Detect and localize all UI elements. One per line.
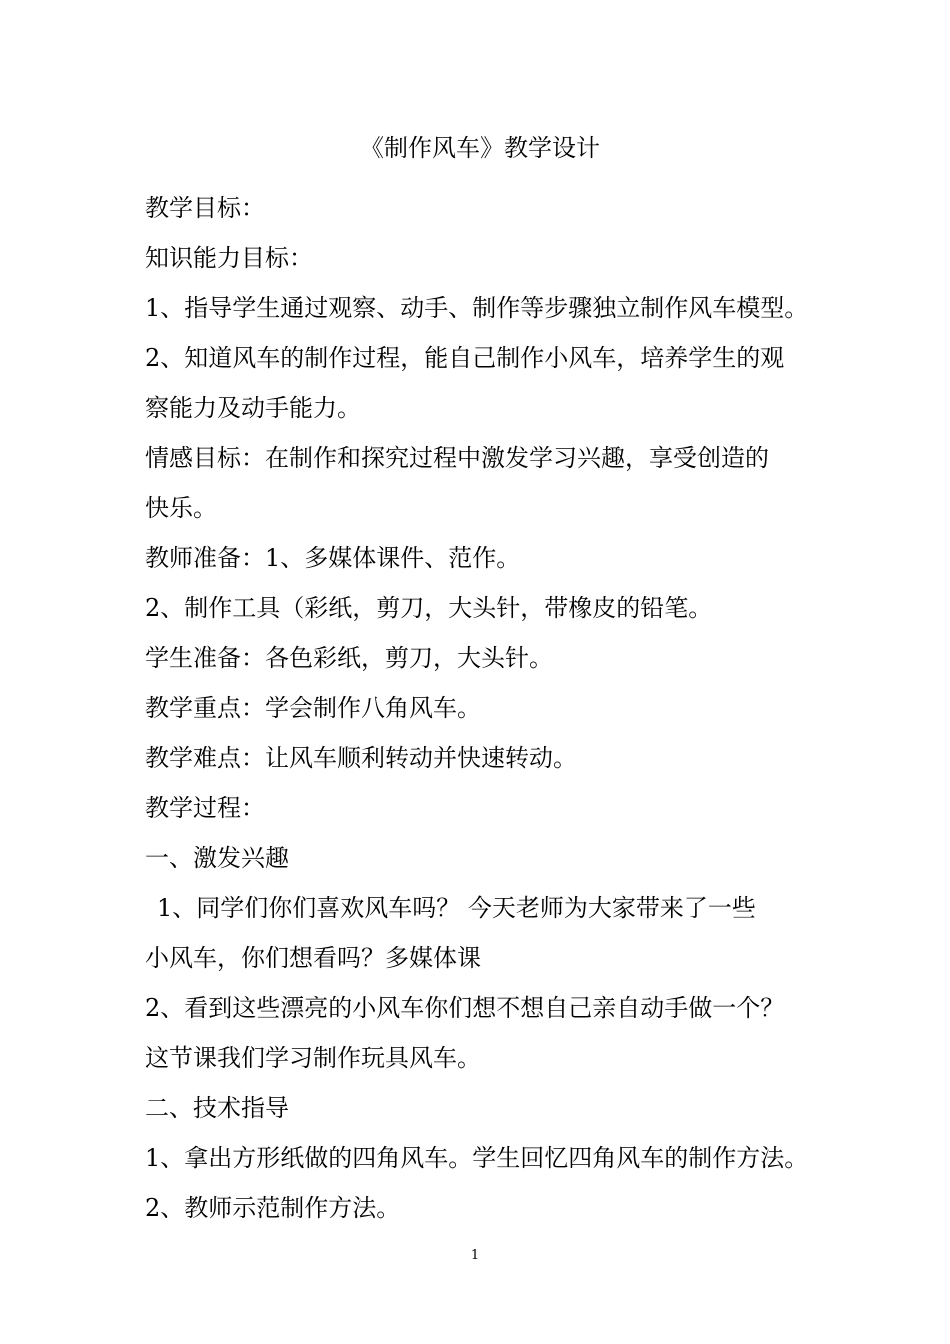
text-line: 一、激发兴趣 — [145, 844, 289, 872]
text-line: 快乐。 — [145, 494, 217, 522]
text-line: 这节课我们学习制作玩具风车。 — [145, 1044, 481, 1072]
document-body — [145, 183, 825, 1233]
text-line: 察能力及动手能力。 — [145, 394, 361, 422]
text-line: 教学过程： — [145, 794, 265, 822]
text-line: 教师准备：1、多媒体课件、范作。 — [145, 544, 521, 572]
page-number: 1 — [470, 1248, 480, 1263]
text-line: 二、技术指导 — [145, 1094, 289, 1122]
text-line: 2、看到这些漂亮的小风车你们想不想自己亲自动手做一个？ — [145, 994, 785, 1022]
text-line: 2、制作工具（彩纸，剪刀，大头针，带橡皮的铅笔。 — [145, 594, 713, 622]
text-line: 学生准备：各色彩纸，剪刀，大头针。 — [145, 644, 553, 672]
text-line: 1、指导学生通过观察、动手、制作等步骤独立制作风车模型。 — [145, 294, 809, 322]
text-line: 情感目标：在制作和探究过程中激发学习兴趣，享受创造的 — [145, 444, 769, 472]
text-line: 知识能力目标： — [145, 244, 313, 272]
text-line: 1、同学们你们喜欢风车吗？ 今天老师为大家带来了一些 — [157, 894, 756, 922]
document-title: 《制作风车》教学设计 — [360, 134, 600, 162]
text-line: 教学目标： — [145, 194, 265, 222]
text-line: 2、知道风车的制作过程，能自己制作小风车，培养学生的观 — [145, 344, 785, 372]
text-line: 2、教师示范制作方法。 — [145, 1194, 401, 1222]
text-line: 1、拿出方形纸做的四角风车。学生回忆四角风车的制作方法。 — [145, 1144, 809, 1172]
text-line: 小风车，你们想看吗？多媒体课 — [145, 944, 481, 972]
text-line: 教学难点：让风车顺利转动并快速转动。 — [145, 744, 577, 772]
text-line: 教学重点：学会制作八角风车。 — [145, 694, 481, 722]
